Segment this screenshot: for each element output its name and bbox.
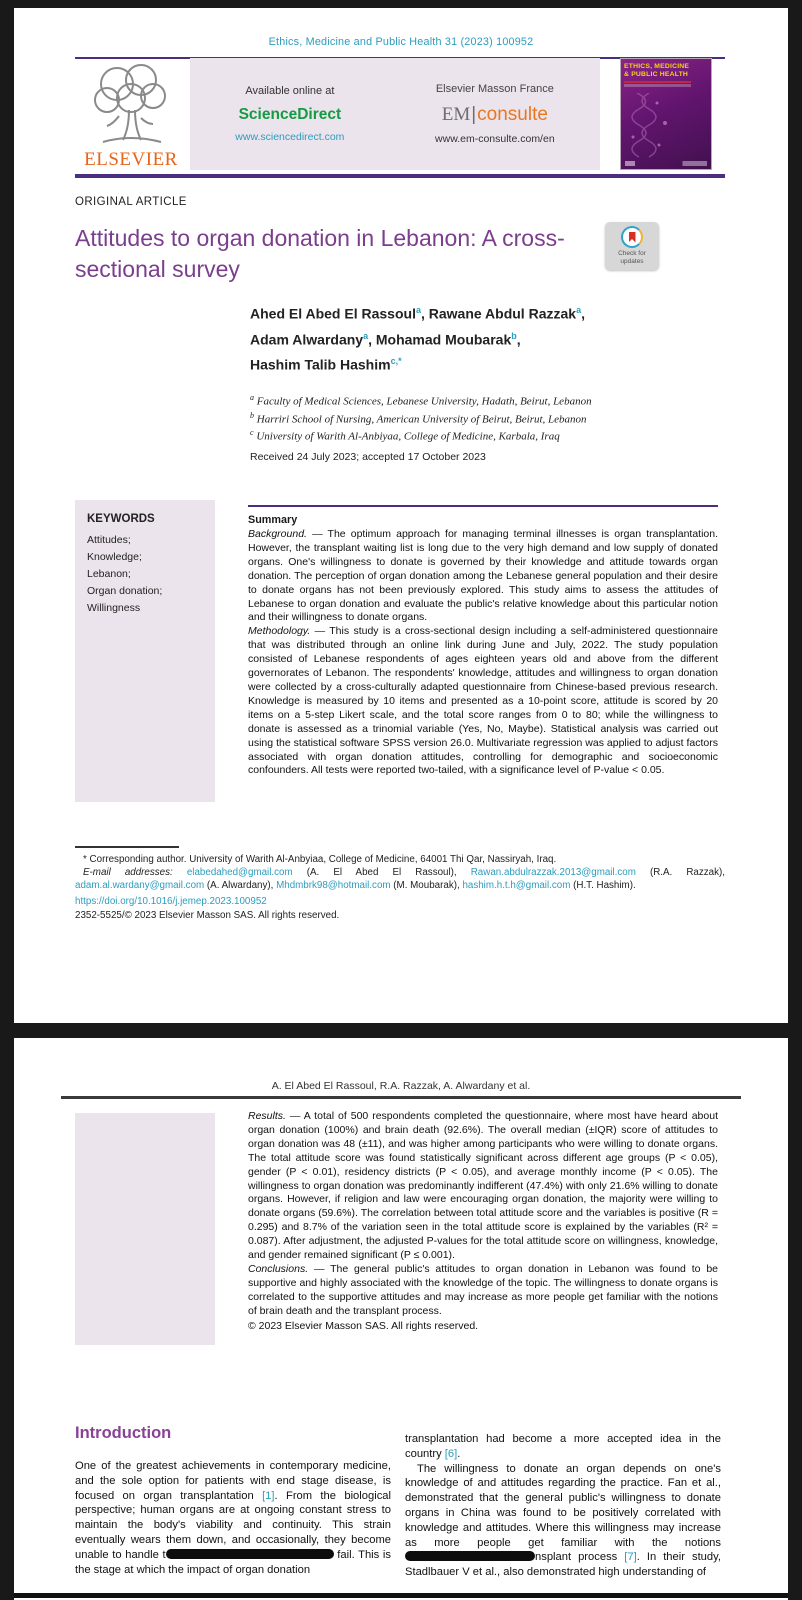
corresponding-author-note: Corresponding author. University of Warith Al-Anbyiaa, College of Medicine, 64001 Thi Qar, Nassiryah, Iraq. — [86, 854, 557, 865]
corresponding-star: * — [83, 854, 87, 865]
sciencedirect-url[interactable]: www.sciencedirect.com — [235, 131, 345, 143]
cover-footer-strip — [625, 161, 707, 166]
keyword: Lebanon; — [87, 568, 131, 580]
keywords-panel — [75, 500, 215, 802]
cover-accent-line — [624, 81, 691, 83]
journal-citation[interactable]: Ethics, Medicine and Public Health 31 (2023) 100952 — [268, 36, 534, 48]
cover-title-line1: ETHICS, MEDICINE — [624, 63, 690, 70]
introduction-heading: Introduction — [75, 1424, 172, 1442]
keyword: Knowledge; — [87, 551, 142, 563]
intro-column-left: One of the greatest achievements in contemporary medicine, and the sole option for patients with end stage disease, is focused on organ transplantation [1]. From the biological perspective; human organs are at ongoing constant stress to maintain the body's viability and continuity. This strain eventually wears them down, and occasionally, they become unable to handle t fail. This is the stage at which the impact of organ donation — [75, 1460, 391, 1576]
citation-6[interactable]: [6] — [444, 1447, 458, 1460]
summary-continued — [248, 1110, 718, 1334]
email-link[interactable]: Mhdmbrk98@hotmail.com — [276, 880, 391, 891]
doi-link[interactable]: https://doi.org/10.1016/j.jemep.2023.100952 — [75, 896, 267, 907]
sciencedirect-block — [235, 85, 344, 143]
elsevier-logo[interactable] — [75, 60, 187, 172]
em-consulte-block — [435, 83, 555, 145]
received-dates: Received 24 July 2023; accepted 17 October 2023 — [250, 451, 486, 463]
summary-heading: Summary — [248, 514, 298, 526]
copyright-line: © 2023 Elsevier Masson SAS. All rights reserved. — [248, 1319, 479, 1332]
cover-subtitle-line — [624, 84, 691, 87]
availability-banner — [190, 58, 600, 170]
summary-rule — [248, 505, 718, 507]
redaction-bar — [166, 1549, 334, 1559]
author-affil-mark[interactable]: a — [415, 305, 421, 315]
intro-paragraph: transplantation had become a more accepted idea in the country [6]. — [405, 1433, 721, 1460]
masson-label: Elsevier Masson France — [435, 83, 554, 95]
section-rule — [75, 174, 725, 178]
dna-helix-icon — [627, 93, 673, 164]
author-affil-mark[interactable]: a — [576, 305, 582, 315]
keywords-heading: KEYWORDS — [87, 513, 155, 525]
em-consulte-em: EM — [441, 104, 471, 125]
author: Mohamad Moubarak — [375, 331, 512, 348]
issn-copyright-line: 2352-5525/© 2023 Elsevier Masson SAS. All rights reserved. — [75, 910, 340, 921]
author: Hashim Talib Hashim — [250, 356, 391, 373]
running-head-rule — [61, 1096, 741, 1099]
keyword: Willingness — [87, 602, 141, 614]
em-consulte-consulte: consulte — [477, 104, 548, 125]
affiliations — [250, 391, 730, 444]
author-affil-mark[interactable]: a — [363, 330, 369, 341]
affiliation: $^a$ Faculty of Medical Sciences, Lebanese University, Hadath, Beirut, Lebanon — [250, 393, 592, 408]
em-consulte-url[interactable]: www.em-consulte.com/en — [435, 133, 555, 145]
footnote: * Corresponding author. University of Warith Al-Anbyiaa, College of Medicine, 64001 Thi Qar, Nassiryah, Iraq. E-mail addresses: elabedahed@gmail.com (A. El Abed El Rassoul), Rawan.abdulrazzak.2013@gmail.com (R.A. Razzak), adam.al.wardany@gmail.com (A. Alwardany), Mhdmbrk98@hotmail.com (M. Moubarak), hashim.h.t.h@gmail.com (H.T. Hashim). — [75, 854, 725, 891]
citation-1[interactable]: [1] — [262, 1489, 275, 1502]
bottom-redaction-bar — [14, 1593, 788, 1598]
email-link[interactable]: hashim.h.t.h@gmail.com — [462, 880, 571, 891]
check-updates-label: Check for updates — [618, 250, 646, 266]
keyword: Organ donation; — [87, 585, 163, 597]
author: Ahed El Abed El Rassoul — [250, 305, 416, 322]
affiliation: $^b$ Harriri School of Nursing, American University of Beirut, Beirut, Lebanon — [250, 410, 587, 426]
author-affil-mark[interactable]: b — [511, 330, 517, 341]
summary-results: Results. — A total of 500 respondents completed the questionnaire, where most have heard about organ donation (100%) and brain death (92.6%). The overall median (±IQR) score of attitudes to organ donation was 48 (±11), and was higher among participants who were willing to donate organs. The total attitude score was found statistically significant across different age groups (P < 0.05), gender (P < 0.01), residency districts (P < 0.05), and average monthly income (P < 0.05). The willingness to organ donation was predominantly indifferent (47.4%) with only 21.6% willing to donate organs. However, if religion and law were encouraging organ donation, the majority were willing to donate organs (59.6%). The correlation between total attitude score and the variables is positive (R = 0.295) and 8.7% of the variation seen in the total attitude score is explained by the variables (R² = 0.087). After adjustment, the adjusted P-values for the total attitude score on willingness, knowledge, and gender remained significant (P ≤ 0.001). — [248, 1110, 718, 1262]
summary-conclusions: Conclusions. — The general public's attitudes to organ donation in Lebanon was found to be supportive and highly associated with the knowledge of the topic. The willingness to donate organs is correlated to the supportive attitudes and may increase as more people get familiar with the notions of brain death and the transplant process. — [248, 1262, 718, 1317]
keyword: Attitudes; — [87, 534, 131, 546]
page-1 — [14, 8, 788, 1023]
emails-label: E-mail addresses: — [83, 867, 173, 878]
running-head: A. El Abed El Rassoul, R.A. Razzak, A. Alwardany et al. — [271, 1080, 531, 1092]
redaction-bar — [405, 1551, 535, 1561]
summary-side-panel — [75, 1113, 215, 1345]
email-link[interactable]: adam.al.wardany@gmail.com — [75, 880, 205, 891]
summary-section — [248, 514, 718, 778]
author: Adam Alwardany — [250, 331, 364, 348]
email-link[interactable]: Rawan.abdulrazzak.2013@gmail.com — [470, 867, 636, 878]
bookmark-icon — [629, 232, 636, 243]
article-title: Attitudes to organ donation in Lebanon: A cross-sectional survey — [75, 225, 565, 282]
article-type-label: ORIGINAL ARTICLE — [75, 196, 187, 208]
footnote-rule — [75, 846, 179, 848]
results-label: Results. — — [248, 1110, 301, 1122]
elsevier-tree-icon — [83, 133, 179, 150]
page-2 — [14, 1038, 788, 1600]
em-consulte-bar: | — [471, 104, 477, 125]
methodology-label: Methodology. — — [248, 625, 326, 638]
affiliation: $^c$ University of Warith Al-Anbiyaa, College of Medicine, Karbala, Iraq — [250, 428, 560, 443]
background-label: Background. — — [248, 528, 323, 540]
sciencedirect-logo[interactable]: ScienceDirect — [238, 106, 342, 123]
journal-cover-thumbnail[interactable] — [620, 58, 712, 170]
available-online-label: Available online at — [245, 85, 335, 97]
elsevier-wordmark: ELSEVIER — [84, 149, 178, 170]
em-consulte-logo[interactable] — [435, 104, 555, 126]
crossmark-icon — [621, 226, 643, 248]
intro-column-right — [405, 1432, 721, 1580]
cover-title-line2: & PUBLIC HEALTH — [624, 71, 689, 79]
conclusions-label: Conclusions. — — [248, 1262, 325, 1275]
author-affil-mark[interactable]: c,* — [390, 356, 402, 367]
author: Rawane Abdul Razzak — [428, 305, 577, 322]
author-list: Ahed El Abed El Rassoul$^a$, Rawane Abdul Razzak$^a$, Adam Alwardany$^a$, Mohamad Moubarak$^b$, Hashim Talib Hashim$^{c,*}$ — [250, 305, 585, 373]
intro-paragraph: The willingness to donate an organ depends on one's knowledge of and attitudes regarding the practice. Fan et al., demonstrated that the general public's willingness to donate organs in China was found to be positively correlated with knowledge and attitudes. Where this willingness may increase as more people get familiar with the notions nsplant process [7]. In their study, Stadlbauer V et al., also demonstrated high understanding of — [405, 1462, 721, 1579]
citation-7[interactable]: [7] — [624, 1551, 637, 1564]
summary-methodology: Methodology. — This study is a cross-sectional design including a self-administered questionnaire that was distributed through an online link during June and July, 2022. The study population consisted of Lebanese respondents of ages eighteen years old and above from the different governorates of Lebanon. The respondents' knowledge, attitudes and willingness to organ donation were collected by a cross-culturally adapted questionnaire from Chinese-based previous research. Knowledge is measured by 10 items and presented as a 10-point score, attitude is scored by 20 items on a 5-step Likert scale, and the total score ranges from 0 to 80; while the willingness to donate is assessed as a trinomial variable (Yes, No, Maybe). Statistical analysis was carried out using the statistical software SPSS version 26.0. Multivariate regression was applied to adjust factors associated with organ donation attitudes, controlling for demographic and socioeconomic confounders. All tests were reported two-tailed, with a significance level of P-value < 0.05. — [248, 625, 718, 777]
email-link[interactable]: elabedahed@gmail.com — [186, 867, 293, 878]
check-for-updates-badge[interactable] — [605, 222, 659, 270]
summary-background: Background. — The optimum approach for managing terminal illnesses is organ transplantation. However, the transplant waiting list is long due to the very high demand and low supply of donated organs. One's willingness to donate is governed by their knowledge and attitude towards organ donation. The perception of organ donation among the Lebanese general population and their desire to donate organs has not been previously explored. This study aims to assess the attitudes of Lebanese to organ donation and evaluate the public's relative knowledge about this particular notion and their willingness to donate organs. — [248, 528, 719, 624]
